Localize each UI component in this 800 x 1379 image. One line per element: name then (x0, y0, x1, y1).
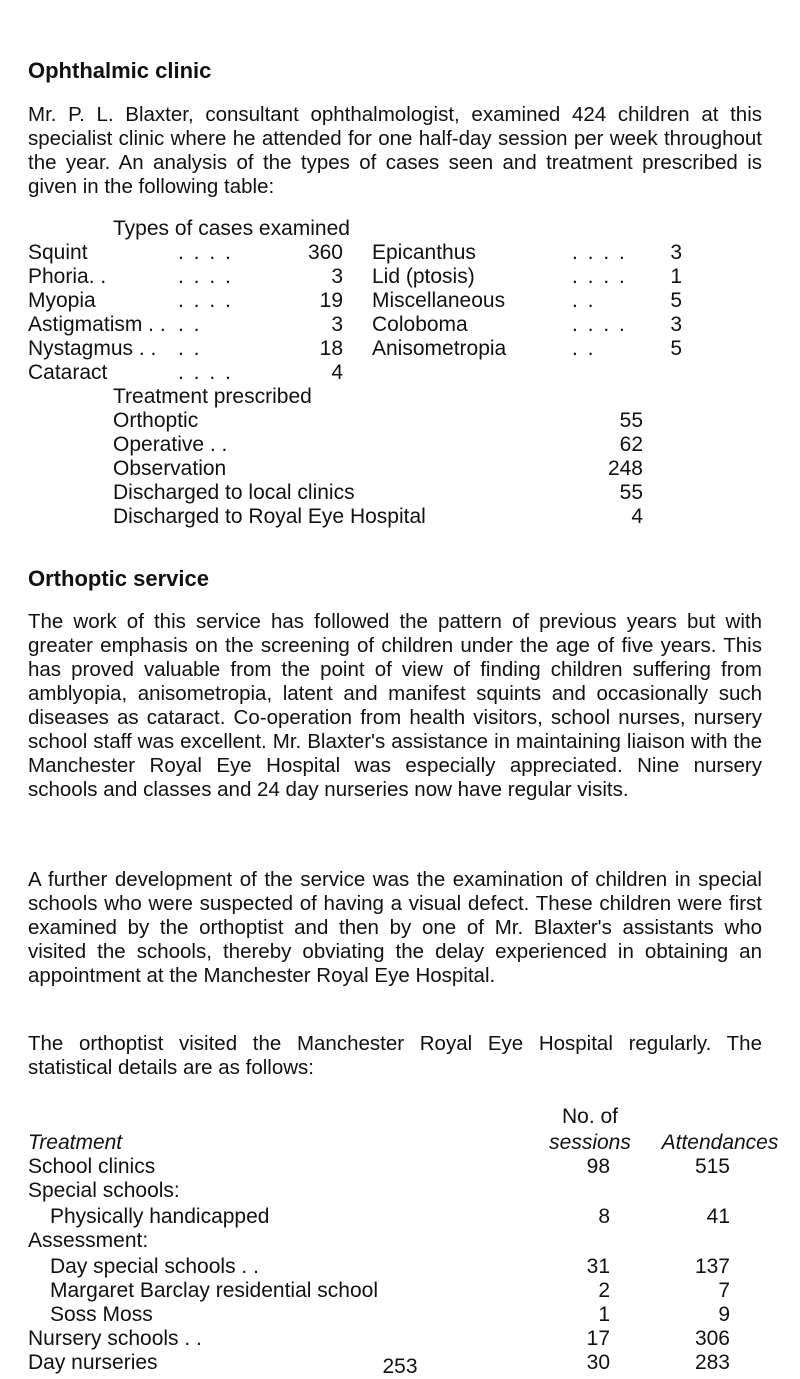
case-label: Coloboma (372, 313, 468, 336)
row-sessions: 98 (586, 1155, 610, 1178)
row-label: Soss Moss (50, 1303, 153, 1326)
page-number: 253 (382, 1355, 418, 1378)
case-leader-dots: . . . . (178, 361, 233, 384)
treatment-heading: Treatment prescribed (113, 385, 312, 408)
row-attendances: 7 (718, 1279, 730, 1302)
case-label: Squint (28, 241, 88, 264)
treatment-count: 55 (619, 481, 643, 504)
row-attendances: 9 (718, 1303, 730, 1326)
case-leader-dots: . . (572, 337, 596, 360)
treatment-label: Observation (113, 457, 227, 480)
treatment-row (113, 409, 643, 433)
treatment-count: 55 (619, 409, 643, 432)
case-count: 5 (670, 337, 682, 360)
case-row (28, 241, 343, 265)
case-row (372, 313, 682, 337)
row-sessions: 2 (598, 1279, 610, 1302)
row-label: Nursery schools . . (28, 1327, 202, 1350)
case-leader-dots: . . . . (572, 313, 627, 336)
case-leader-dots: . . . . (178, 289, 233, 312)
case-leader-dots: . . (178, 337, 202, 360)
case-label: Miscellaneous (372, 289, 506, 312)
ophthalmic-heading: Ophthalmic clinic (28, 58, 212, 83)
treatment-row (113, 481, 643, 505)
case-leader-dots: . . . . (178, 241, 233, 264)
row-label: Assessment: (28, 1229, 149, 1252)
row-label: Margaret Barclay residential school (50, 1279, 378, 1302)
case-label: Epicanthus (372, 241, 476, 264)
table-row (0, 1179, 800, 1203)
row-label: Physically handicapped (50, 1205, 270, 1228)
case-leader-dots: . . (178, 313, 202, 336)
table-row (0, 1155, 800, 1179)
treatment-count: 62 (619, 433, 643, 456)
row-attendances: 515 (694, 1155, 730, 1178)
col-attendances-header: Attendances (661, 1131, 779, 1154)
row-label: Day nurseries (28, 1351, 158, 1374)
row-attendances: 41 (706, 1205, 730, 1228)
row-sessions: 1 (598, 1303, 610, 1326)
row-sessions: 17 (586, 1327, 610, 1350)
row-sessions: 8 (598, 1205, 610, 1228)
case-count: 3 (331, 313, 343, 336)
table-row (0, 1279, 800, 1303)
case-leader-dots: . . . . (572, 241, 627, 264)
table-row (0, 1255, 800, 1279)
treatment-label: Orthoptic (113, 409, 199, 432)
case-leader-dots: . . (572, 289, 596, 312)
case-label: Cataract (28, 361, 108, 384)
treatment-count: 248 (607, 457, 643, 480)
case-count: 18 (319, 337, 343, 360)
case-label: Anisometropia (372, 337, 507, 360)
case-label: Astigmatism . . (28, 313, 166, 336)
case-count: 3 (670, 241, 682, 264)
orthoptic-para-3: The orthoptist visited the Manchester Royal Eye Hospital regularly. The statistical details are as follows: (28, 1032, 762, 1079)
case-row (372, 337, 682, 361)
case-count: 5 (670, 289, 682, 312)
treatment-count: 4 (631, 505, 643, 528)
case-row (372, 241, 682, 265)
orthoptic-para-1: The work of this service has followed the pattern of previous years but with greater emphasis on the screening of children under the age of five years. This has proved valuable from the point of view of finding children suffering from amblyopia, anisometropia, latent and manifest squints and occasionally such diseases as cataract. Co-operation from health visitors, school nurses, nursery school staff was excellent. Mr. Blaxter's assistance in maintaining liaison with the Manchester Royal Eye Hospital was especially appreciated. Nine nursery schools and classes and 24 day nurseries now have regular visits. (28, 610, 762, 801)
col-sessions-header-2: sessions (549, 1131, 631, 1154)
treatment-label: Operative . . (113, 433, 228, 456)
row-sessions: 30 (586, 1351, 610, 1374)
row-attendances: 137 (694, 1255, 730, 1278)
table-row (0, 1205, 800, 1229)
col-sessions-header-1: No. of (561, 1105, 619, 1128)
treatment-row (113, 505, 643, 529)
table-row (0, 1327, 800, 1351)
row-label: Day special schools . . (50, 1255, 259, 1278)
table-row (0, 1229, 800, 1253)
col-treatment-header: Treatment (28, 1131, 123, 1154)
row-attendances: 306 (694, 1327, 730, 1350)
orthoptic-para-2: A further development of the service was the examination of children in special schools who were suspected of having a visual defect. These children were first examined by the orthoptist and then by one of Mr. Blaxter's assistants who visited the schools, thereby obviating the delay experienced in obtaining an appointment at the Manchester Royal Eye Hospital. (28, 868, 762, 987)
case-count: 3 (670, 313, 682, 336)
case-row (28, 313, 343, 337)
case-leader-dots: . . . . (572, 265, 627, 288)
case-label: Phoria. . (28, 265, 107, 288)
case-count: 19 (319, 289, 343, 312)
case-label: Lid (ptosis) (372, 265, 475, 288)
treatment-label: Discharged to local clinics (113, 481, 355, 504)
case-row (28, 289, 343, 313)
row-label: Special schools: (28, 1179, 180, 1202)
case-count: 3 (331, 265, 343, 288)
row-label: School clinics (28, 1155, 156, 1178)
table-row (0, 1303, 800, 1327)
case-count: 360 (307, 241, 343, 264)
row-sessions: 31 (586, 1255, 610, 1278)
case-leader-dots: . . . . (178, 265, 233, 288)
case-count: 1 (670, 265, 682, 288)
case-row (28, 265, 343, 289)
case-row (372, 265, 682, 289)
case-row (28, 337, 343, 361)
case-label: Myopia (28, 289, 96, 312)
cases-heading: Types of cases examined (113, 217, 350, 240)
treatment-row (113, 433, 643, 457)
case-count: 4 (331, 361, 343, 384)
treatment-row (113, 457, 643, 481)
case-label: Nystagmus . . (28, 337, 157, 360)
treatment-label: Discharged to Royal Eye Hospital (113, 505, 426, 528)
orthoptic-heading: Orthoptic service (28, 566, 209, 591)
case-row (28, 361, 343, 385)
ophthalmic-intro: Mr. P. L. Blaxter, consultant ophthalmologist, examined 424 children at this specialist clinic where he attended for one half-day session per week throughout the year. An analysis of the types of cases seen and treatment prescribed is given in the following table: (28, 103, 762, 198)
row-attendances: 283 (694, 1351, 730, 1374)
case-row (372, 289, 682, 313)
